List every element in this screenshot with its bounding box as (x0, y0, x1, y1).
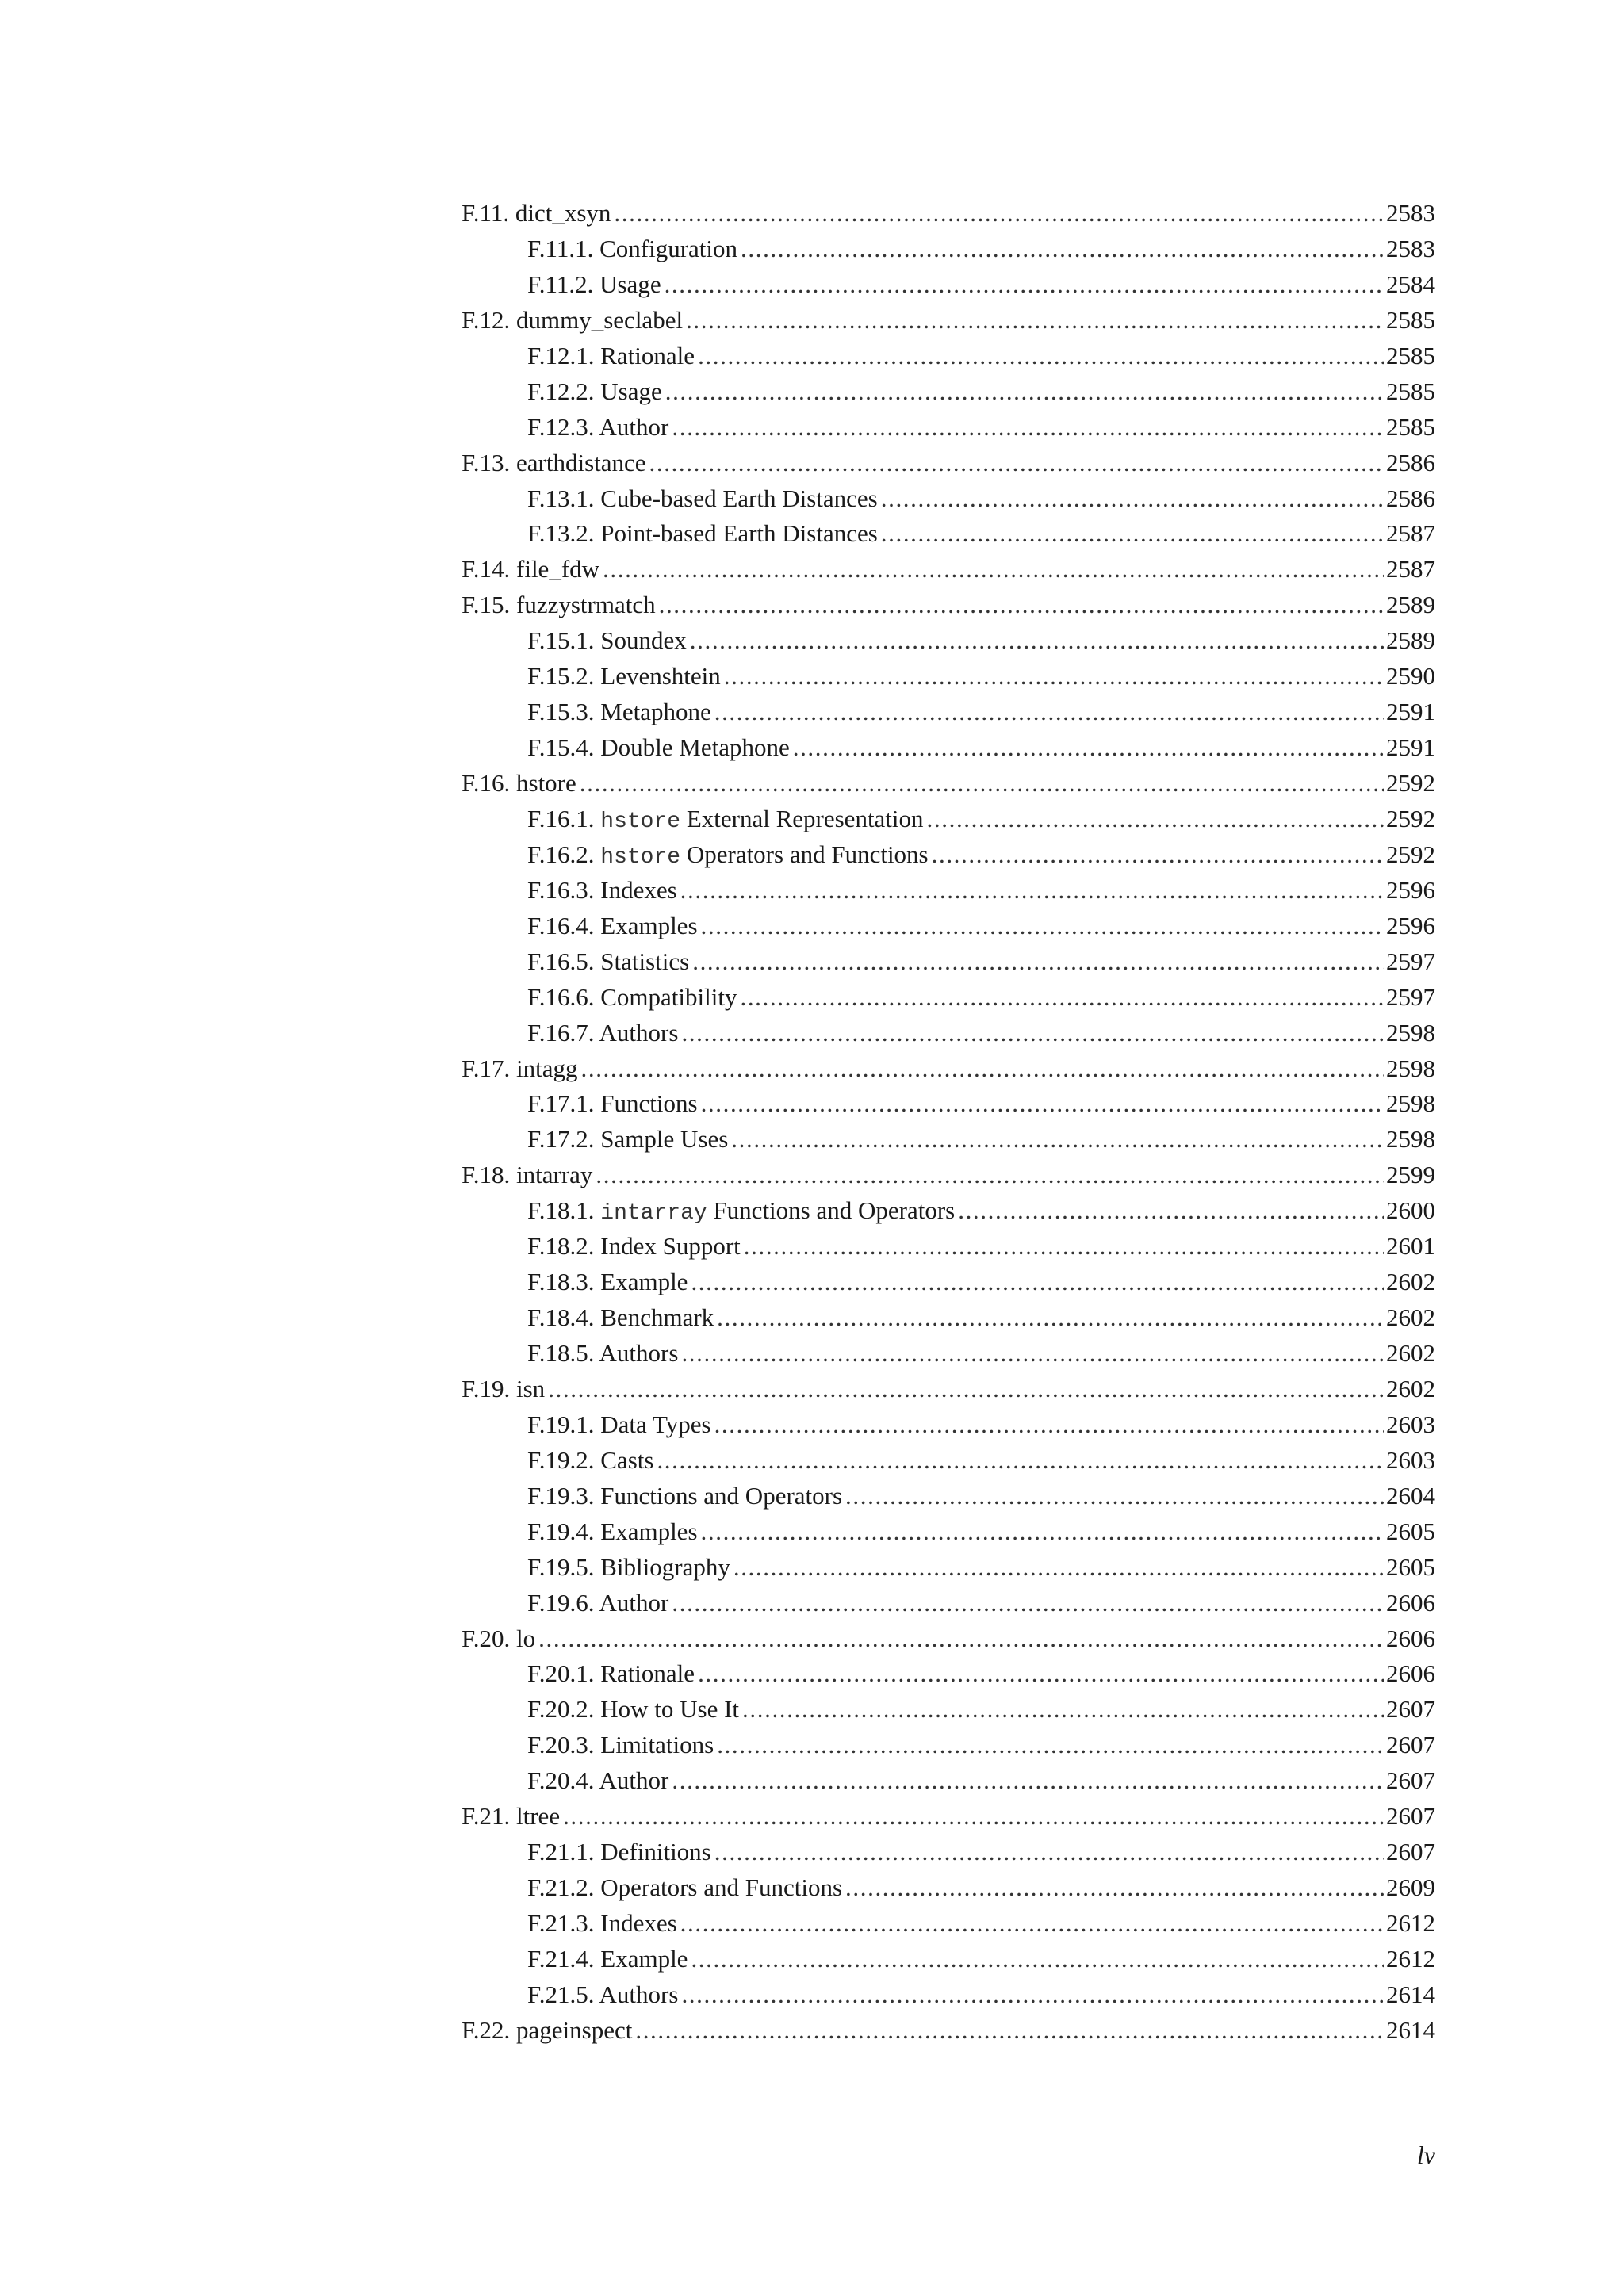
dot-leader (717, 1300, 1384, 1336)
toc-entry-title: F.22. pageinspect (462, 2015, 633, 2044)
dot-leader (698, 339, 1384, 374)
dot-leader (681, 1977, 1384, 2013)
toc-entry-title (527, 802, 924, 840)
toc-entry-title: F.11.2. Usage (527, 270, 661, 298)
toc-entry-title: F.13. earthdistance (462, 448, 646, 476)
toc-page-number: 2605 (1386, 1517, 1435, 1545)
toc-entry-text: External Representation (680, 804, 924, 832)
toc-entry-title: F.18.2. Index Support (527, 1232, 741, 1261)
toc-subsection-entry[interactable] (462, 944, 1435, 980)
toc-section-entry[interactable] (462, 1051, 1435, 1087)
toc-page-number: 2612 (1386, 1944, 1435, 1973)
toc-page-number: 2585 (1386, 412, 1435, 441)
toc-entry-title: F.16.5. Statistics (527, 947, 690, 975)
toc-entry-title: F.17.1. Functions (527, 1089, 698, 1118)
dot-leader (881, 481, 1384, 517)
toc-entry-title: F.12. dummy_seclabel (462, 305, 684, 334)
toc-entry-title: F.21.4. Example (527, 1944, 688, 1973)
toc-subsection-entry[interactable] (462, 695, 1435, 730)
toc-subsection-entry[interactable] (462, 873, 1435, 909)
toc-subsection-entry[interactable] (462, 1479, 1435, 1514)
toc-page-number: 2586 (1386, 484, 1435, 512)
dot-leader (691, 1265, 1384, 1300)
dot-leader (733, 1550, 1384, 1586)
toc-subsection-entry[interactable] (462, 1016, 1435, 1051)
toc-subsection-entry[interactable] (462, 1586, 1435, 1621)
toc-entry-title: F.21.3. Indexes (527, 1909, 677, 1937)
toc-page-number: 2607 (1386, 1695, 1435, 1724)
toc-entry-title: F.21.1. Definitions (527, 1838, 711, 1866)
toc-page-number: 2597 (1386, 982, 1435, 1011)
toc-subsection-entry[interactable] (462, 1407, 1435, 1443)
toc-entry-title: F.12.3. Author (527, 412, 669, 441)
toc-page-number: 2598 (1386, 1018, 1435, 1047)
toc-page-number: 2609 (1386, 1873, 1435, 1902)
toc-page-number: 2612 (1386, 1909, 1435, 1937)
toc-page-number: 2606 (1386, 1659, 1435, 1688)
toc-entry-title: F.15.2. Levenshtein (527, 662, 721, 691)
toc-page-number: 2591 (1386, 698, 1435, 726)
dot-leader (932, 837, 1384, 873)
toc-section-entry[interactable] (462, 303, 1435, 339)
toc-page-number: 2589 (1386, 591, 1435, 619)
toc-page-number: 2598 (1386, 1125, 1435, 1154)
dot-leader (881, 516, 1384, 552)
toc-entry-title: F.12.2. Usage (527, 377, 662, 405)
toc-entry-code: intarray (600, 1201, 707, 1226)
toc-subsection-entry[interactable] (462, 1550, 1435, 1586)
toc-entry-title: F.15. fuzzystrmatch (462, 591, 656, 619)
toc-subsection-entry[interactable] (462, 1300, 1435, 1336)
toc-entry-title: F.21.2. Operators and Functions (527, 1873, 843, 1902)
toc-subsection-entry[interactable] (462, 909, 1435, 944)
toc-entry-title: F.11.1. Configuration (527, 234, 738, 262)
toc-subsection-entry[interactable] (462, 623, 1435, 659)
toc-entry-title: F.18.3. Example (527, 1268, 688, 1296)
toc-entry-title: F.19.3. Functions and Operators (527, 1481, 843, 1510)
toc-subsection-entry[interactable] (462, 730, 1435, 766)
toc-page-number: 2591 (1386, 733, 1435, 762)
dot-leader (672, 410, 1384, 446)
toc-entry-title: F.19.6. Author (527, 1588, 669, 1617)
dot-leader (581, 1051, 1385, 1087)
toc-page-number: 2614 (1386, 2015, 1435, 2044)
dot-leader (692, 944, 1384, 980)
toc-section-entry[interactable] (462, 2013, 1435, 2049)
toc-page-number: 2607 (1386, 1731, 1435, 1759)
toc-page-number: 2607 (1386, 1802, 1435, 1831)
toc-entry-title: F.18.5. Authors (527, 1339, 679, 1367)
toc-page-number: 2585 (1386, 377, 1435, 405)
toc-subsection-entry[interactable] (462, 232, 1435, 267)
toc-section-entry[interactable] (462, 196, 1435, 232)
toc-page-number: 2584 (1386, 270, 1435, 298)
toc-section-entry[interactable] (462, 1799, 1435, 1835)
toc-page-number: 2587 (1386, 519, 1435, 548)
toc-page-number: 2602 (1386, 1374, 1435, 1402)
toc-subsection-entry[interactable] (462, 1229, 1435, 1265)
dot-leader (614, 196, 1384, 232)
toc-entry-title: F.16. hstore (462, 769, 576, 797)
toc-page-number: 2589 (1386, 626, 1435, 655)
toc-page-number: 2607 (1386, 1838, 1435, 1866)
toc-entry-title: F.20.4. Author (527, 1766, 669, 1795)
toc-page-number: 2600 (1386, 1196, 1435, 1225)
toc-subsection-entry[interactable] (462, 1906, 1435, 1942)
dot-leader (927, 802, 1384, 837)
toc-subsection-entry[interactable] (462, 1977, 1435, 2013)
toc-page-number: 2599 (1386, 1161, 1435, 1189)
toc-entry-title: F.16.4. Examples (527, 911, 698, 939)
toc-subsection-entry[interactable] (462, 374, 1435, 410)
toc-page-number: 2585 (1386, 305, 1435, 334)
toc-subsection-entry[interactable] (462, 1086, 1435, 1122)
dot-leader (701, 1086, 1384, 1122)
toc-section-entry[interactable] (462, 1621, 1435, 1657)
toc-page-number: 2606 (1386, 1624, 1435, 1652)
toc-page-number: 2592 (1386, 804, 1435, 832)
toc-section-entry[interactable] (462, 1158, 1435, 1193)
dot-leader (742, 1692, 1384, 1728)
toc-entry-title: F.17.2. Sample Uses (527, 1125, 729, 1154)
toc-subsection-entry[interactable] (462, 802, 1435, 837)
toc-entry-title: F.15.3. Metaphone (527, 698, 711, 726)
dot-leader (717, 1728, 1384, 1763)
toc-subsection-entry[interactable] (462, 1656, 1435, 1692)
dot-leader (672, 1586, 1384, 1621)
dot-leader (845, 1870, 1384, 1906)
toc-page-number: 2585 (1386, 341, 1435, 369)
dot-leader (681, 1336, 1384, 1372)
dot-leader (845, 1479, 1384, 1514)
dot-leader (740, 980, 1384, 1016)
toc-page-number: 2598 (1386, 1089, 1435, 1118)
dot-leader (596, 1158, 1384, 1193)
dot-leader (714, 1835, 1384, 1870)
toc-subsection-entry[interactable] (462, 1265, 1435, 1300)
toc-entry-title: F.13.2. Point-based Earth Distances (527, 519, 878, 548)
toc-page-number: 2596 (1386, 875, 1435, 904)
toc-entry-title: F.20.1. Rationale (527, 1659, 695, 1688)
dot-leader (603, 552, 1384, 587)
toc-subsection-entry[interactable] (462, 1763, 1435, 1799)
toc-entry-title: F.12.1. Rationale (527, 341, 695, 369)
dot-leader (958, 1193, 1384, 1229)
toc-page-number: 2614 (1386, 1980, 1435, 2008)
toc-entry-title: F.19. isn (462, 1374, 546, 1402)
dot-leader (659, 587, 1384, 623)
dot-leader (649, 446, 1384, 481)
toc-subsection-entry[interactable] (462, 1728, 1435, 1763)
toc-subsection-entry[interactable] (462, 1942, 1435, 1977)
dot-leader (793, 730, 1384, 766)
toc-page-number: 2590 (1386, 662, 1435, 691)
dot-leader (724, 659, 1384, 695)
toc-subsection-entry[interactable] (462, 1122, 1435, 1158)
toc-entry-title: F.16.6. Compatibility (527, 982, 737, 1011)
toc-entry-title: F.20.3. Limitations (527, 1731, 714, 1759)
toc-page-number: 2592 (1386, 840, 1435, 868)
toc-page-number: 2602 (1386, 1339, 1435, 1367)
toc-subsection-entry[interactable] (462, 410, 1435, 446)
toc-subsection-entry[interactable] (462, 659, 1435, 695)
toc-entry-code: hstore (600, 844, 681, 870)
toc-entry-title: F.19.1. Data Types (527, 1410, 711, 1438)
toc-section-entry[interactable] (462, 587, 1435, 623)
toc-entry-number: F.18.1. (527, 1196, 601, 1225)
table-of-contents (462, 196, 1435, 2049)
dot-leader (657, 1443, 1384, 1479)
toc-subsection-entry[interactable] (462, 1870, 1435, 1906)
dot-leader (701, 909, 1384, 944)
dot-leader (714, 695, 1384, 730)
dot-leader (672, 1763, 1384, 1799)
toc-subsection-entry[interactable] (462, 516, 1435, 552)
toc-entry-title (527, 837, 929, 876)
toc-subsection-entry[interactable] (462, 1443, 1435, 1479)
dot-leader (714, 1407, 1384, 1443)
toc-page-number: 2596 (1386, 911, 1435, 939)
dot-leader (681, 1016, 1384, 1051)
toc-entry-number: F.16.1. (527, 804, 601, 832)
toc-entry-title: F.21.5. Authors (527, 1980, 679, 2008)
toc-entry-title: F.21. ltree (462, 1802, 561, 1831)
toc-entry-title: F.20.2. How to Use It (527, 1695, 740, 1724)
dot-leader (563, 1799, 1384, 1835)
toc-subsection-entry[interactable] (462, 481, 1435, 517)
dot-leader (698, 1656, 1384, 1692)
toc-entry-title: F.18. intarray (462, 1161, 593, 1189)
toc-entry-title: F.19.5. Bibliography (527, 1552, 730, 1581)
dot-leader (538, 1621, 1384, 1657)
toc-entry-text: Functions and Operators (707, 1196, 956, 1225)
toc-page-number: 2602 (1386, 1303, 1435, 1332)
toc-entry-number: F.16.2. (527, 840, 601, 868)
toc-page-number: 2597 (1386, 947, 1435, 975)
toc-page-number: 2583 (1386, 199, 1435, 227)
toc-entry-title: F.19.2. Casts (527, 1445, 654, 1474)
toc-entry-title: F.16.7. Authors (527, 1018, 679, 1047)
toc-page-number: 2583 (1386, 234, 1435, 262)
toc-subsection-entry[interactable] (462, 1336, 1435, 1372)
toc-entry-title: F.15.4. Double Metaphone (527, 733, 790, 762)
toc-page-number: 2601 (1386, 1232, 1435, 1261)
toc-entry-code: hstore (600, 809, 681, 834)
toc-subsection-entry[interactable] (462, 1692, 1435, 1728)
toc-subsection-entry[interactable] (462, 267, 1435, 303)
toc-entry-title: F.18.4. Benchmark (527, 1303, 714, 1332)
toc-page-number: 2602 (1386, 1268, 1435, 1296)
toc-section-entry[interactable] (462, 1372, 1435, 1407)
page-number: lv (1416, 2141, 1435, 2169)
toc-subsection-entry[interactable] (462, 339, 1435, 374)
toc-page-number: 2606 (1386, 1588, 1435, 1617)
toc-page-number: 2603 (1386, 1445, 1435, 1474)
toc-entry-title: F.15.1. Soundex (527, 626, 687, 655)
dot-leader (741, 232, 1384, 267)
toc-subsection-entry[interactable] (462, 1193, 1435, 1229)
toc-entry-title: F.20. lo (462, 1624, 536, 1652)
toc-entry-title: F.19.4. Examples (527, 1517, 698, 1545)
dot-leader (665, 267, 1384, 303)
toc-entry-text: Operators and Functions (680, 840, 929, 868)
toc-page-number: 2586 (1386, 448, 1435, 476)
dot-leader (731, 1122, 1384, 1158)
toc-page-number: 2607 (1386, 1766, 1435, 1795)
toc-page-number: 2604 (1386, 1481, 1435, 1510)
toc-entry-title: F.14. file_fdw (462, 555, 600, 584)
dot-leader (665, 374, 1384, 410)
toc-entry-title: F.16.3. Indexes (527, 875, 677, 904)
toc-subsection-entry[interactable] (462, 1514, 1435, 1550)
toc-section-entry[interactable] (462, 766, 1435, 802)
dot-leader (701, 1514, 1384, 1550)
dot-leader (680, 1906, 1384, 1942)
toc-section-entry[interactable] (462, 552, 1435, 587)
dot-leader (635, 2013, 1384, 2049)
toc-entry-title: F.11. dict_xsyn (462, 199, 611, 227)
dot-leader (548, 1372, 1384, 1407)
toc-page-number: 2598 (1386, 1054, 1435, 1082)
toc-entry-title (527, 1193, 955, 1232)
toc-section-entry[interactable] (462, 446, 1435, 481)
dot-leader (691, 1942, 1384, 1977)
dot-leader (744, 1229, 1384, 1265)
toc-entry-title: F.17. intagg (462, 1054, 578, 1082)
dot-leader (690, 623, 1384, 659)
toc-page-number: 2603 (1386, 1410, 1435, 1438)
dot-leader (686, 303, 1384, 339)
toc-subsection-entry[interactable] (462, 1835, 1435, 1870)
toc-page-number: 2605 (1386, 1552, 1435, 1581)
toc-subsection-entry[interactable] (462, 980, 1435, 1016)
toc-entry-title: F.13.1. Cube-based Earth Distances (527, 484, 878, 512)
toc-page-number: 2592 (1386, 769, 1435, 797)
toc-page-number: 2587 (1386, 555, 1435, 584)
dot-leader (580, 766, 1384, 802)
dot-leader (680, 873, 1384, 909)
toc-subsection-entry[interactable] (462, 837, 1435, 873)
